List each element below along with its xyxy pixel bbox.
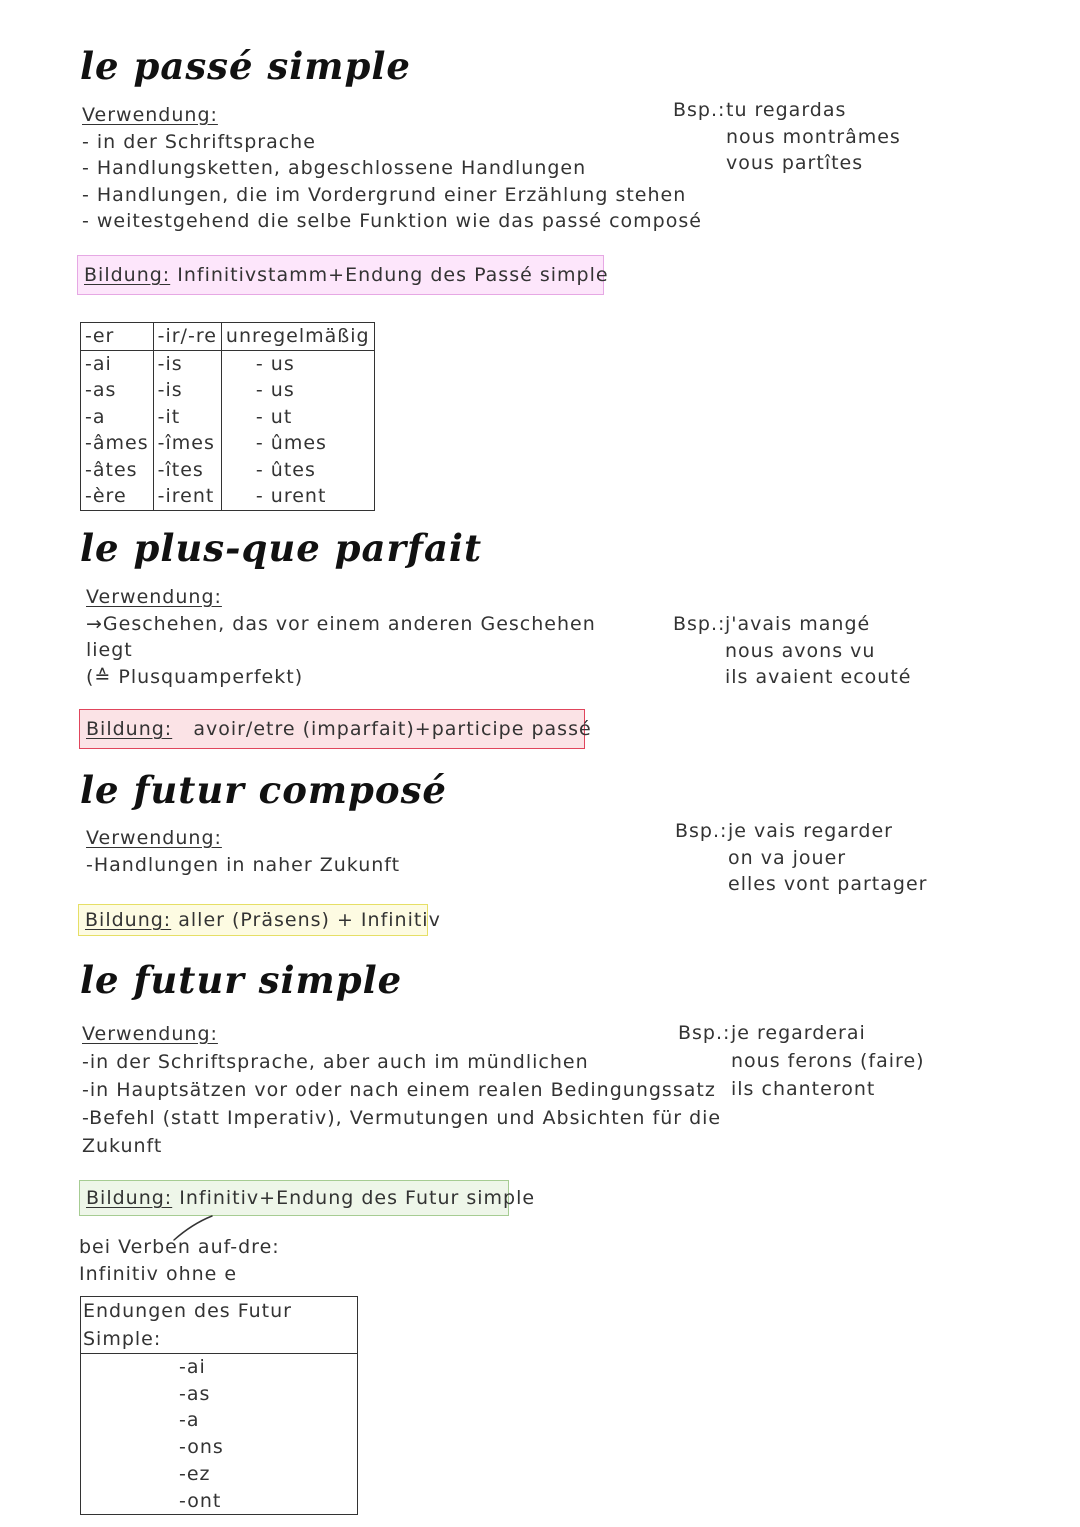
usage-line: -in Hauptsätzen vor oder nach einem realen Bedingungssatz [82,1079,716,1101]
example-line: tu regardas [726,99,847,121]
table-cell: -a [81,404,154,431]
usage-line: - in der Schriftsprache [82,130,316,153]
table-header: unregelmäßig [221,323,374,351]
ending-item: -as [179,1382,211,1405]
example-line: je vais regarder [728,820,893,842]
table-cell: - urent [221,483,374,510]
example-line: on va jouer [728,846,847,869]
usage-line: - Handlungsketten, abgeschlossene Handlungen [82,157,587,179]
bildung-label: Bildung: [84,264,171,286]
bildung-text: Infinitiv+Endung des Futur simple [179,1187,536,1209]
verwendung-label: Verwendung: [86,827,222,849]
bsp-label: Bsp.: [675,820,728,842]
title-futur-simple: le futur simple [80,958,403,1002]
usage-line: - weitestgehend die selbe Funktion wie das passé composé [82,210,702,232]
examples-plus-que-parfait [725,611,911,691]
bsp-label: Bsp.: [678,1022,731,1044]
usage-line: liegt [86,639,133,661]
example-line: elles vont partager [728,873,928,895]
usage-futur-compose [86,825,400,878]
table-cell: -it [153,404,221,431]
table-header: -ir/-re [153,323,221,351]
title-plus-que-parfait: le plus-que parfait [80,526,483,570]
bildung-label: Bildung: [86,1187,173,1209]
verwendung-label: Verwendung: [86,586,222,608]
title-passe-simple: le passé simple [80,44,411,88]
ending-item: -ont [179,1489,222,1512]
table-cell: -is [153,377,221,404]
examples-futur-simple [731,1019,925,1103]
table-cell: -ère [81,483,154,510]
note-futur-simple [79,1234,280,1287]
bsp-label: Bsp.: [673,613,726,635]
table-header: -er [81,323,154,351]
table-cell: -ai [81,350,154,377]
examples-passe-simple [726,97,901,177]
table-cell: -îtes [153,457,221,484]
bildung-box-futur-simple [79,1180,536,1216]
table-cell: - us [221,350,374,377]
ending-item: -ons [179,1436,224,1459]
table-cell: -is [153,350,221,377]
example-line: vous partîtes [726,152,864,174]
usage-line: -in der Schriftsprache, aber auch im mündlichen [82,1051,589,1073]
table-cell: - ûmes [221,430,374,457]
usage-line: -Handlungen in naher Zukunft [86,853,401,876]
table-cell: -âtes [81,457,154,484]
table-cell: -âmes [81,430,154,457]
example-line: je regarderai [731,1022,866,1044]
bildung-box-plus-que-parfait [79,709,592,749]
bildung-box-passe-simple [77,255,609,295]
example-line: nous ferons (faire) [731,1050,925,1072]
example-line: j'avais mangé [725,613,871,635]
bildung-text: Infinitivstamm+Endung des Passé simple [177,264,609,286]
usage-line: -Befehl (statt Imperativ), Vermutungen und Absichten für die [82,1107,722,1129]
endings-header: Endungen des Futur Simple: [81,1297,357,1354]
bildung-text: aller (Präsens) + Infinitiv [178,909,441,931]
bildung-text: avoir/etre (imparfait)+participe passé [193,718,592,740]
usage-line: →Geschehen, das vor einem anderen Geschehen [86,612,596,635]
example-line: ils chanteront [731,1078,876,1100]
table-cell: - us [221,377,374,404]
example-line: nous montrâmes [726,125,901,148]
usage-line: - Handlungen, die im Vordergrund einer Erzählung stehen [82,183,687,206]
note-line: Infinitiv ohne e [79,1262,238,1285]
table-cell: - ut [221,404,374,431]
usage-plus-que-parfait [86,584,596,690]
bildung-label: Bildung: [85,909,172,931]
example-line: ils avaient ecouté [725,666,912,688]
usage-line: Zukunft [82,1135,163,1157]
verwendung-label: Verwendung: [82,104,218,126]
note-line: bei Verben auf-dre: [79,1236,280,1258]
usage-line: (≙ Plusquamperfekt) [86,665,304,688]
title-futur-compose: le futur composé [80,768,447,812]
bsp-label: Bsp.: [673,99,726,121]
usage-futur-simple [82,1020,721,1160]
table-cell: -as [81,377,154,404]
table-cell: -îmes [153,430,221,457]
table-cell: -irent [153,483,221,510]
endings-box-futur-simple [80,1296,358,1515]
ending-item: -ai [179,1356,206,1378]
usage-passe-simple [82,102,702,235]
table-cell: - ûtes [221,457,374,484]
ending-item: -a [179,1409,200,1432]
example-line: nous avons vu [725,639,876,662]
verwendung-label: Verwendung: [82,1023,218,1045]
ending-item: -ez [179,1462,211,1485]
examples-futur-compose [728,818,927,898]
bildung-label: Bildung: [86,718,173,740]
endings-table-passe-simple [80,322,375,511]
bildung-box-futur-compose [78,904,441,936]
